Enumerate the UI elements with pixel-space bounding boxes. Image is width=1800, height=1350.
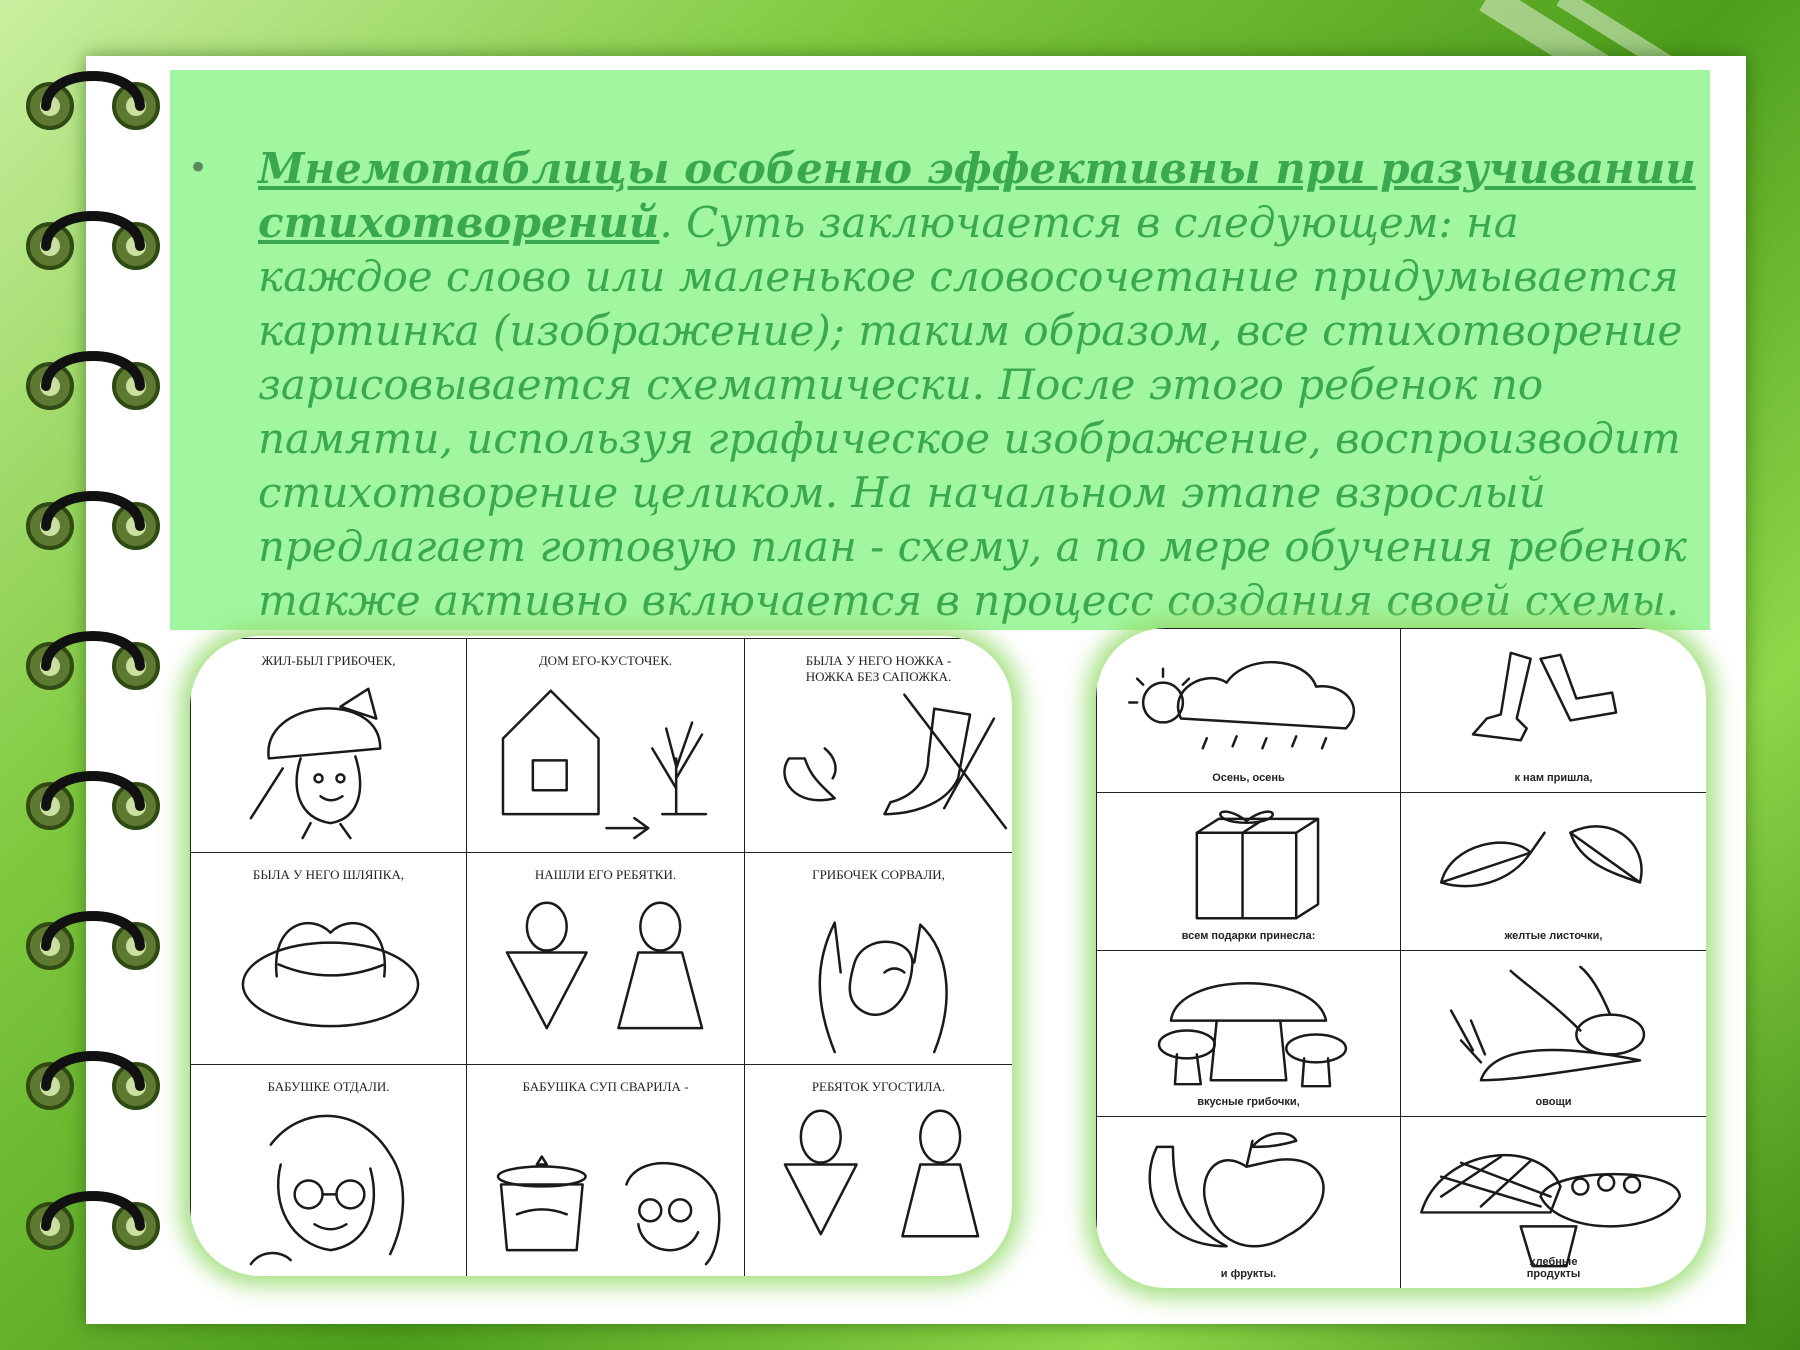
mnemonic-cell bbox=[191, 1065, 467, 1276]
paragraph-rest: . Суть заключается в следующем: на каждое слово или маленькое словосочетание придумывается картинка (изображение); таким образом, все стихотворение зарисовывается схематически. После этого ребенок по памяти, используя графическое изображение, воспроизводит стихотворение целиком. На начальном этапе взрослый предлагает готовую план - схему, а по мере обучения ребенок также активно включается в процесс создания своей схемы. bbox=[258, 198, 1687, 625]
mnemonic-cell bbox=[1097, 629, 1401, 793]
pot-grandmother-icon bbox=[467, 1065, 744, 1276]
cell-caption: вкусные грибочки, bbox=[1197, 1096, 1300, 1108]
bread-products-icon bbox=[1401, 1117, 1706, 1288]
mnemonic-table-autumn bbox=[1096, 628, 1706, 1288]
mushrooms-icon bbox=[1097, 951, 1400, 1116]
cell-caption: БАБУШКЕ ОТДАЛИ. bbox=[267, 1079, 390, 1094]
spiral-ring-icon bbox=[18, 626, 168, 706]
cell-caption: ГРИБОЧЕК СОРВАЛИ, bbox=[812, 867, 945, 882]
children-figures-icon bbox=[467, 853, 744, 1064]
mnemonic-cell bbox=[1097, 1117, 1401, 1288]
spiral-ring-icon bbox=[18, 1046, 168, 1126]
mnemonic-cell bbox=[1401, 629, 1706, 793]
mnemonic-cell bbox=[467, 639, 745, 853]
mnemonic-cell bbox=[1401, 951, 1706, 1117]
grandmother-icon bbox=[191, 1065, 466, 1276]
gift-box-icon bbox=[1097, 793, 1400, 950]
cell-caption: БАБУШКА СУП СВАРИЛА - bbox=[522, 1079, 689, 1094]
spiral-ring-icon bbox=[18, 346, 168, 426]
cell-caption: РЕБЯТОК УГОСТИЛА. bbox=[811, 1079, 946, 1094]
spiral-ring-icon bbox=[18, 66, 168, 146]
cell-caption: желтые листочки, bbox=[1504, 930, 1603, 942]
children-figures-icon bbox=[745, 1065, 1012, 1276]
body-paragraph bbox=[258, 142, 1698, 628]
walking-legs-icon bbox=[1401, 629, 1706, 792]
mnemonic-cell bbox=[1097, 951, 1401, 1117]
cell-caption: к нам пришла, bbox=[1514, 772, 1593, 784]
spiral-ring-icon bbox=[18, 766, 168, 846]
cell-caption: БЫЛА У НЕГО ШЛЯПКА, bbox=[252, 867, 405, 882]
cell-caption: Осень, осень bbox=[1212, 772, 1285, 784]
mnemonic-cell bbox=[1401, 793, 1706, 951]
cell-caption: всем подарки принесла: bbox=[1181, 930, 1316, 942]
cell-caption: БЫЛА У НЕГО НОЖКА - НОЖКА БЕЗ САПОЖКА. bbox=[805, 653, 952, 684]
mnemonic-cell bbox=[745, 853, 1012, 1065]
cell-caption: и фрукты. bbox=[1220, 1268, 1277, 1280]
mnemonic-cell bbox=[1097, 793, 1401, 951]
spiral-ring-icon bbox=[18, 486, 168, 566]
cell-caption: ЖИЛ-БЫЛ ГРИБОЧЕК, bbox=[261, 653, 396, 668]
spiral-ring-icon bbox=[18, 1186, 168, 1266]
fruits-icon bbox=[1097, 1117, 1400, 1288]
mnemonic-cell bbox=[745, 1065, 1012, 1276]
highlighted-lead: Мнемотаблицы особенно эффективны при разучивании стихотворений bbox=[258, 144, 1696, 247]
house-bush-icon bbox=[467, 639, 744, 852]
mnemonic-cell bbox=[467, 853, 745, 1065]
mnemonic-cell bbox=[467, 1065, 745, 1276]
cell-caption: хлебные продукты bbox=[1526, 1256, 1581, 1280]
sun-cloud-rain-icon bbox=[1097, 629, 1400, 792]
leaves-icon bbox=[1401, 793, 1706, 950]
mnemonic-grid bbox=[190, 638, 1012, 1276]
hands-mushroom-icon bbox=[745, 853, 1012, 1064]
mnemonic-cell bbox=[1401, 1117, 1706, 1288]
cell-caption: ДОМ ЕГО-КУСТОЧЕК. bbox=[538, 653, 673, 668]
hat-icon bbox=[191, 853, 466, 1064]
mnemonic-cell bbox=[745, 639, 1012, 853]
cell-caption: НАШЛИ ЕГО РЕБЯТКИ. bbox=[534, 867, 677, 882]
mushroom-character-icon bbox=[191, 639, 466, 852]
cell-caption: овощи bbox=[1535, 1096, 1572, 1108]
mnemonic-cell bbox=[191, 853, 467, 1065]
mnemonic-cell bbox=[191, 639, 467, 853]
vegetables-icon bbox=[1401, 951, 1706, 1116]
mnemonic-table-mushroom bbox=[190, 636, 1012, 1276]
bullet-icon: • bbox=[188, 148, 209, 188]
foot-crossed-boot-icon bbox=[745, 639, 1012, 852]
spiral-ring-icon bbox=[18, 906, 168, 986]
spiral-ring-icon bbox=[18, 206, 168, 286]
mnemonic-grid bbox=[1096, 628, 1706, 1288]
